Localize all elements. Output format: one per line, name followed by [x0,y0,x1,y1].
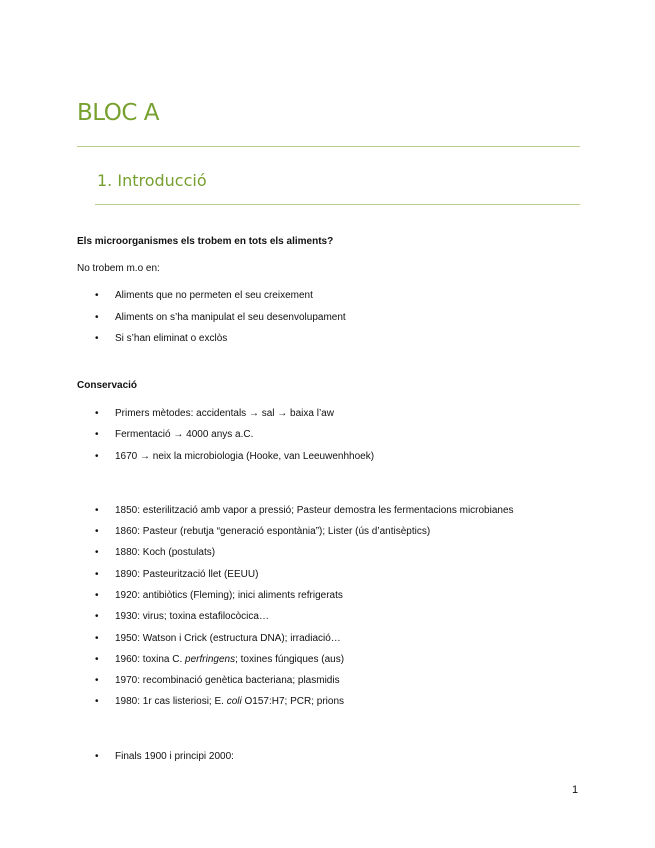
heading-rule [77,146,580,147]
bullet-icon: • [95,547,99,558]
subheading-rule [95,204,580,205]
bullet-icon: • [95,408,99,419]
bullet-icon: • [95,451,99,462]
bullet-icon: • [95,675,99,686]
bullet-icon: • [95,429,99,440]
bullet-icon: • [95,312,99,323]
bullet-icon: • [95,633,99,644]
bullet-icon: • [95,333,99,344]
bullet-icon: • [95,654,99,665]
bullet-icon: • [95,696,99,707]
heading-bloc-a: BLOC A [77,100,159,126]
bullet-icon: • [95,751,99,762]
bullet-icon: • [95,290,99,301]
bullet-icon: • [95,611,99,622]
not-found-label: No trobem m.o en: [77,263,160,274]
bullet-icon: • [95,569,99,580]
bullet-icon: • [95,590,99,601]
page-number: 1 [572,784,579,796]
bullet-icon: • [95,505,99,516]
question-text: Els microorganismes els trobem en tots els aliments? [77,236,334,247]
bullet-icon: • [95,526,99,537]
heading-introduccio: 1. Introducció [97,171,207,190]
conservacio-title: Conservació [77,380,138,391]
